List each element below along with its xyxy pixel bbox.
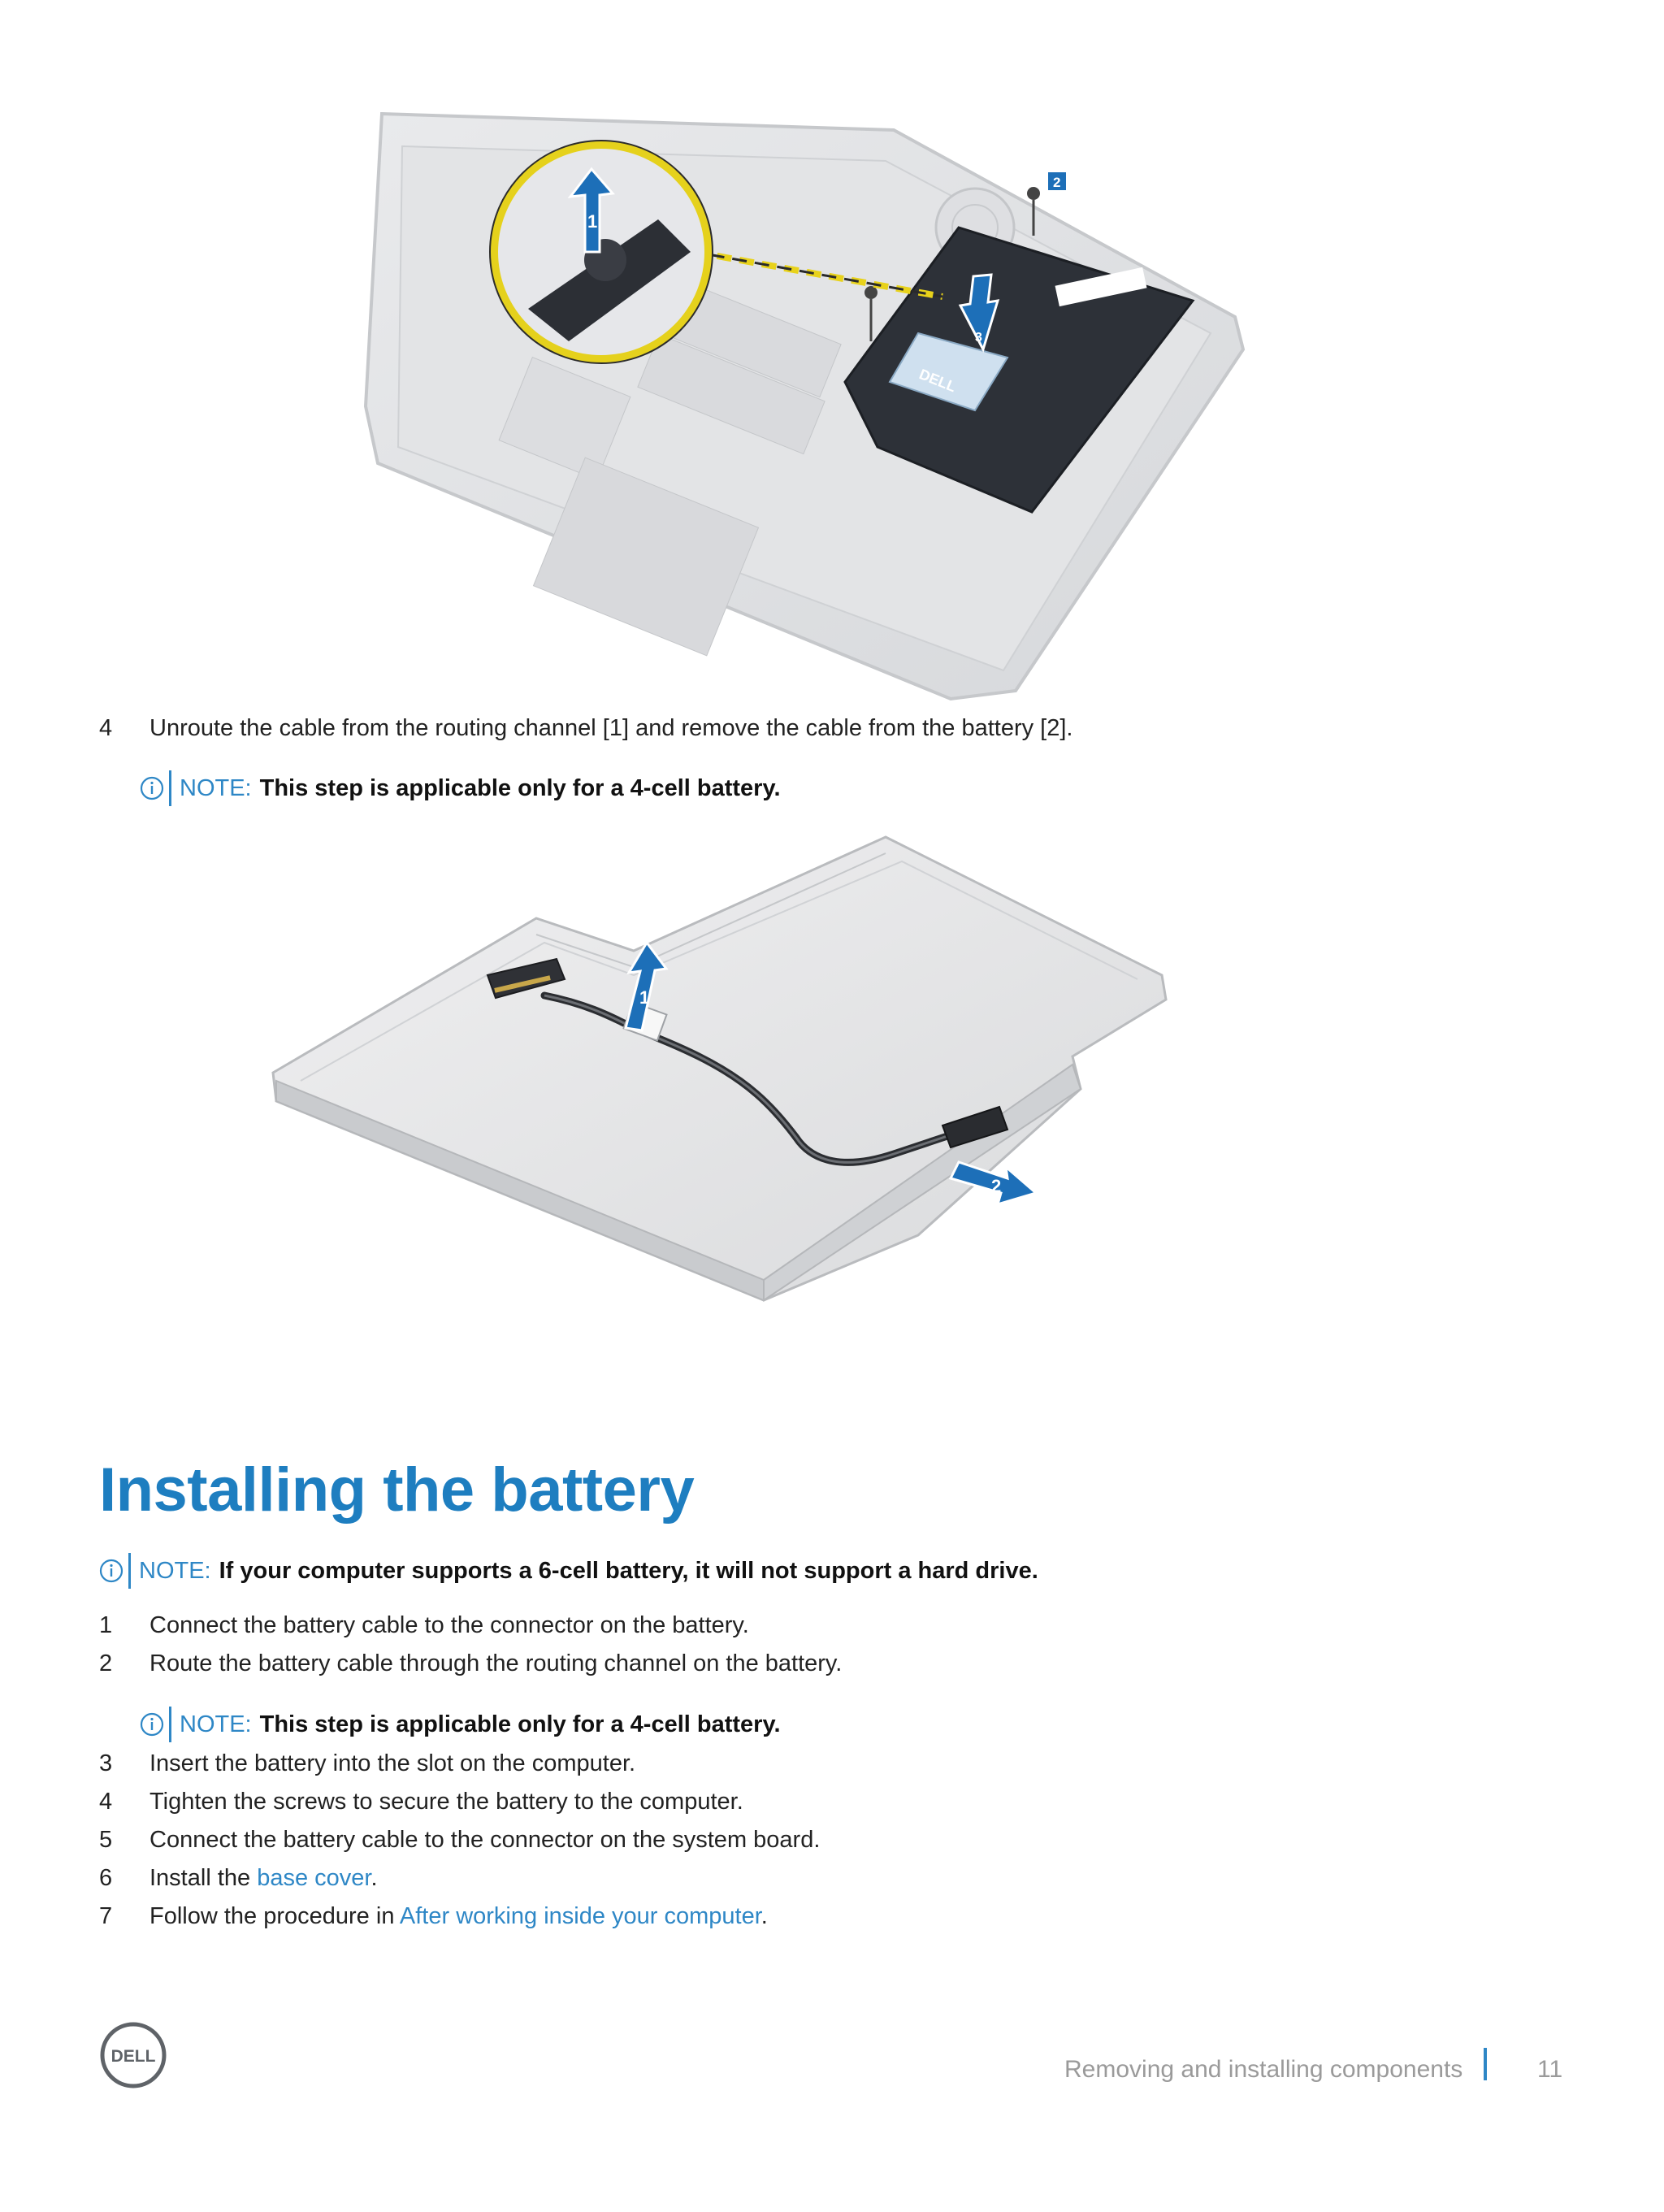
step-number: 6: [99, 1865, 113, 1891]
screw-icon: [1027, 187, 1040, 200]
step-text-suffix: .: [760, 1903, 768, 1929]
step-number: 1: [99, 1612, 113, 1638]
step-number: 4: [99, 1789, 113, 1815]
battery-cable-illustration: [244, 813, 1219, 1446]
step-number: 3: [99, 1750, 113, 1776]
step-text: Connect the battery cable to the connector on the battery.: [150, 1612, 749, 1638]
note-label: NOTE:: [180, 775, 252, 801]
note-text: This step is applicable only for a 4-cell battery.: [259, 775, 781, 801]
info-icon: [140, 776, 164, 800]
note-callout: [140, 1707, 781, 1742]
step-number: 4: [99, 715, 113, 741]
after-working-inside-link[interactable]: After working inside your computer: [399, 1903, 761, 1929]
step-number: 7: [99, 1903, 113, 1929]
note-divider: [128, 1553, 131, 1589]
footer-section-title: Removing and installing components: [1064, 2056, 1463, 2083]
callout-number: 2: [991, 1176, 1002, 1196]
info-icon: [140, 1712, 164, 1737]
callout-number: 3: [975, 331, 982, 345]
callout-number: 1: [587, 211, 598, 232]
step-text-prefix: Install the: [150, 1865, 258, 1891]
step-text: Route the battery cable through the routing channel on the battery.: [150, 1650, 843, 1676]
battery-brand-label: DELL: [916, 366, 959, 396]
footer-divider: [1484, 2048, 1487, 2080]
note-text: If your computer supports a 6-cell battery, it will not support a hard drive.: [219, 1558, 1038, 1584]
step-number: 5: [99, 1827, 113, 1853]
step-text: [150, 1902, 768, 1931]
note-label: NOTE:: [139, 1558, 211, 1584]
note-divider: [169, 1707, 171, 1742]
page-number: 11: [1537, 2056, 1563, 2083]
callout-number: 1: [639, 987, 650, 1008]
step-number: 2: [99, 1650, 113, 1676]
dell-logo-text: DELL: [110, 2047, 156, 2066]
base-cover-link[interactable]: base cover: [257, 1865, 371, 1891]
note-divider: [169, 770, 171, 806]
dell-logo: [99, 2021, 167, 2089]
step-text: Unroute the cable from the routing channel [1] and remove the cable from the battery [2].: [150, 715, 1073, 741]
step-text-prefix: Follow the procedure in: [150, 1903, 400, 1929]
step-text: Tighten the screws to secure the battery to the computer.: [150, 1789, 743, 1815]
note-label: NOTE:: [180, 1711, 252, 1737]
callout-number: 2: [1053, 175, 1061, 190]
step-text: Insert the battery into the slot on the computer.: [150, 1750, 636, 1776]
note-callout: [99, 1553, 1038, 1589]
step-text: [150, 1863, 378, 1893]
note-callout: [140, 770, 781, 806]
step-text: Connect the battery cable to the connector on the system board.: [150, 1827, 821, 1853]
info-icon: [99, 1559, 124, 1583]
section-heading: Installing the battery: [99, 1455, 695, 1525]
note-text: This step is applicable only for a 4-cell battery.: [259, 1711, 781, 1737]
battery-removal-illustration: [203, 98, 1430, 707]
screw-icon: [864, 286, 878, 299]
step-text-suffix: .: [370, 1865, 378, 1891]
